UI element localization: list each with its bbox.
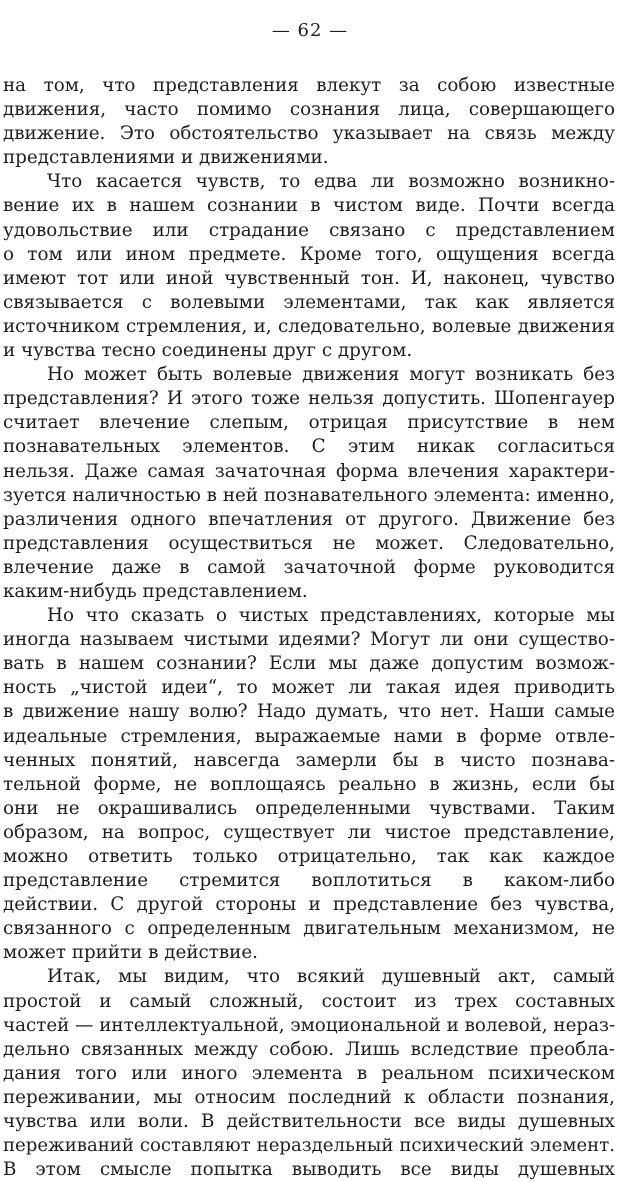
text-line: дельно связанных между собою. Лишь вследствие преобла- <box>3 1038 615 1060</box>
text-line: идеальные стремления, выражаемые нами в форме отвле- <box>3 725 615 747</box>
text-line: считает влечение слепым, отрицая присутствие в нем <box>3 412 615 434</box>
text-line: Итак, мы видим, что всякий душевный акт, самый <box>47 966 615 988</box>
text-line: связывается с волевыми элементами, так как является <box>3 291 615 313</box>
text-line: Но может быть волевые движения могут возникать без <box>47 364 615 386</box>
text-line: частей — интеллектуальной, эмоциональной и волевой, нераз- <box>3 1014 616 1036</box>
text-line: они не окрашивались определенными чувствами. Таким <box>3 797 615 819</box>
text-line: имеют тот или иной чувственный тон. И, наконец, чувство <box>3 267 615 289</box>
text-line: Что касается чувств, то едва ли возможно возникно- <box>47 171 615 193</box>
text-line: простой и самый сложный, состоит из трех составных <box>3 990 615 1012</box>
text-line: В этом смысле попытка выводить все виды душевных <box>3 1159 615 1181</box>
text-line: образом, на вопрос, существует ли чистое представление, <box>3 821 615 843</box>
text-line: о том или ином предмете. Кроме того, ощущения всегда <box>3 243 615 265</box>
text-line: ченных понятий, навсегда замерли бы в чисто познава- <box>3 749 615 771</box>
text-line: дания того или иного элемента в реальном психическом <box>3 1062 615 1084</box>
text-line: связанного с определенным двигательным механизмом, не <box>3 918 615 940</box>
text-line: представление стремится воплотиться в каком-либо <box>3 870 615 892</box>
text-line: ность „чистой идеи“, то может ли такая идея приводить <box>3 677 615 699</box>
text-line: различения одного впечатления от другого. Движение без <box>3 508 615 530</box>
text-line: источником стремления, и, следовательно, волевые движения <box>3 315 615 337</box>
text-line: представления? И этого тоже нельзя допустить. Шопенгауер <box>3 388 615 410</box>
text-line: движения, часто помимо сознания лица, совершающего <box>3 99 615 121</box>
text-line: представления осуществиться не может. Следовательно, <box>3 532 615 554</box>
text-line: переживании, мы относим последний к области познания, <box>3 1086 615 1108</box>
text-line: тельной форме, не воплощаясь реально в жизнь, если бы <box>3 773 615 795</box>
text-line: вать в нашем сознании? Если мы даже допустим возмож- <box>3 653 615 675</box>
text-line: можно ответить только отрицательно, так как каждое <box>3 846 615 867</box>
text-line: в движение нашу волю? Надо думать, что нет. Наши самые <box>3 701 615 723</box>
paragraph-3 <box>3 363 615 604</box>
text-line: действии. С другой стороны и представление без чувства, <box>3 894 615 916</box>
text-line: представлениями и движениями. <box>3 147 329 169</box>
text-line: удовольствие или страдание связано с представлением <box>3 219 615 241</box>
paragraph-5 <box>3 965 615 1182</box>
text-line: на том, что представления влекут за собою известные <box>3 75 615 96</box>
text-line: влечение даже в самой зачаточной форме руководится <box>3 556 615 578</box>
paragraph-2 <box>3 170 615 363</box>
text-line: и чувства тесно соединены друг с другом. <box>3 340 413 362</box>
text-line: вение их в нашем сознании в чистом виде. Почти всегда <box>3 195 615 217</box>
text-line: нельзя. Даже самая зачаточная форма влечения характери- <box>3 460 615 482</box>
body-text <box>3 74 615 1182</box>
text-line: каким-нибудь представлением. <box>3 580 308 602</box>
text-line: движение. Это обстоятельство указывает на связь между <box>3 123 615 145</box>
text-line: иногда называем чистыми идеями? Могут ли они существо- <box>3 629 615 651</box>
paragraph-4 <box>3 604 615 965</box>
paragraph-1 <box>3 74 615 170</box>
text-line: может прийти в действие. <box>3 942 258 964</box>
page-number: — 62 — <box>271 20 349 41</box>
text-line: переживаний составляют нераздельный психический элемент. <box>3 1135 615 1157</box>
text-line: познавательных элементов. С этим никак согласиться <box>3 436 615 458</box>
text-line: чувства или воли. В действительности все виды душевных <box>3 1111 615 1133</box>
text-line: Но что сказать о чистых представлениях, которые мы <box>47 605 615 627</box>
text-line: зуется наличностью в ней познавательного элемента: именно, <box>3 484 615 506</box>
